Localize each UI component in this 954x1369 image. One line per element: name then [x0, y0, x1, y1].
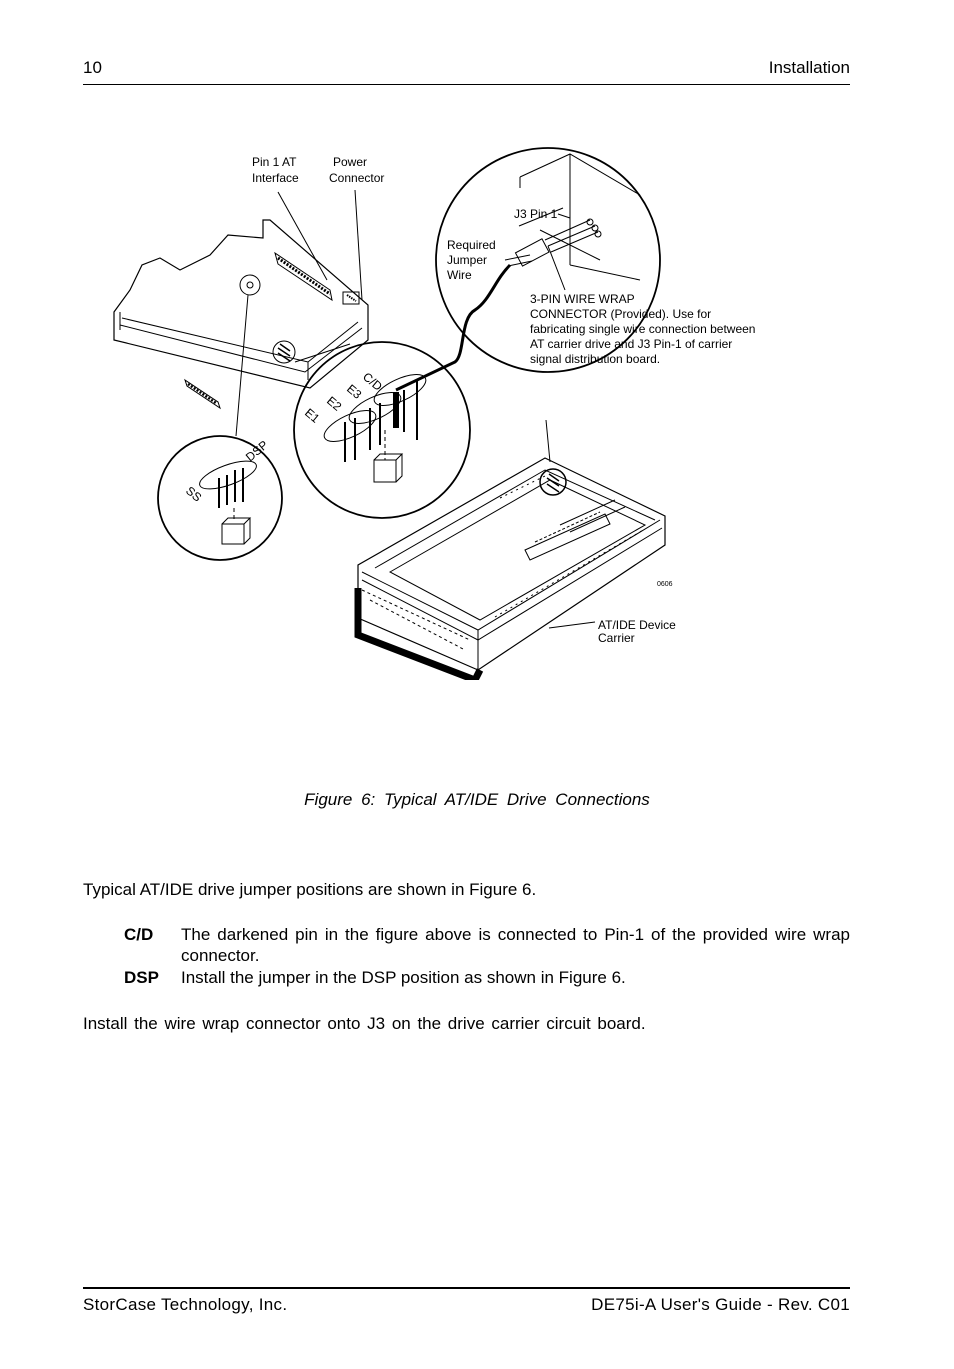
label-ss: SS [183, 483, 205, 505]
label-wirewrap-line2: CONNECTOR (Provided). Use for [530, 307, 712, 321]
label-j3-pin1: J3 Pin 1 [514, 207, 558, 221]
label-power-line2: Connector [329, 171, 385, 185]
definition-dsp [124, 967, 850, 988]
label-required-line1: Required [447, 238, 496, 252]
label-e3: E3 [344, 381, 365, 402]
label-carrier-line2: Carrier [598, 631, 635, 645]
definition-text: Install the jumper in the DSP position as shown in Figure 6. [181, 968, 626, 987]
document-title: DE75i-A User's Guide - Rev. C01 [591, 1295, 850, 1314]
label-pin1-line1: Pin 1 AT [252, 155, 297, 169]
label-figure-code: 0606 [657, 581, 673, 588]
definition-term: DSP [124, 968, 159, 987]
page-number: 10 [83, 58, 102, 77]
closing-paragraph: Install the wire wrap connector onto J3 on the drive carrier circuit board. [83, 1014, 646, 1033]
intro-paragraph: Typical AT/IDE drive jumper positions are shown in Figure 6. [83, 880, 537, 899]
label-dsp: DSP [242, 437, 271, 465]
drive-connections-diagram [100, 140, 800, 680]
label-carrier-line1: AT/IDE Device [598, 618, 676, 632]
label-cd: C/D [360, 369, 385, 394]
label-pin1-line2: Interface [252, 171, 299, 185]
figure-caption: Figure 6: Typical AT/IDE Drive Connections [304, 790, 650, 809]
label-wirewrap-line1: 3-PIN WIRE WRAP [530, 292, 635, 306]
label-wirewrap-line3: fabricating single wire connection between [530, 322, 756, 336]
definition-term: C/D [124, 925, 154, 944]
page-footer [83, 1287, 850, 1323]
definition-cd [124, 924, 850, 966]
definition-list [124, 924, 850, 989]
label-required-line3: Wire [447, 268, 472, 282]
cd-e3-e2-e1-detail-circle [294, 342, 470, 518]
company-name: StorCase Technology, Inc. [83, 1295, 288, 1314]
definition-text: The darkened pin in the figure above is connected to Pin-1 of the provided wire wrap connector. [181, 925, 850, 965]
section-title: Installation [768, 58, 850, 77]
label-e1: E1 [302, 405, 323, 426]
page-header [83, 58, 850, 85]
label-e2: E2 [324, 393, 345, 414]
label-wirewrap-line5: signal distribution board. [530, 352, 661, 366]
label-power-line1: Power [333, 155, 368, 169]
device-carrier-illustration [358, 458, 665, 680]
figure-diagram [100, 140, 800, 680]
label-required-line2: Jumper [447, 253, 488, 267]
label-wirewrap-line4: AT carrier drive and J3 Pin-1 of carrier [530, 337, 733, 351]
